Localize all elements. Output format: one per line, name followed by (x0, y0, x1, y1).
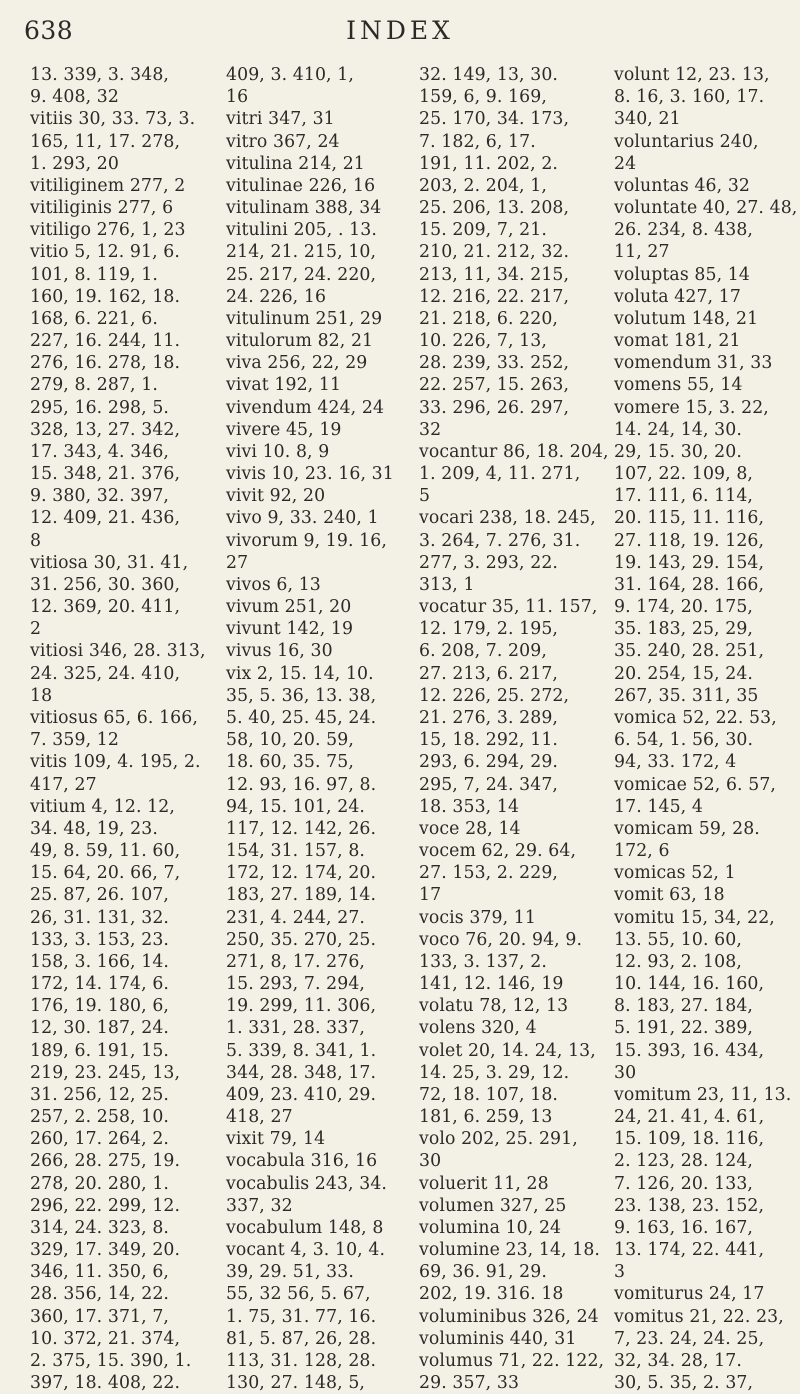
index-entry-line: vivere 45, 19 (226, 419, 342, 440)
index-entry-line: 1. 209, 4, 11. 271, (419, 464, 581, 485)
index-entry-line: 20. 254, 15, 24. (614, 663, 754, 684)
index-entry-line: 314, 24. 323, 8. (30, 1217, 170, 1238)
index-entry-line: 10. 226, 7, 13, (419, 331, 547, 352)
index-entry-line: 12. 369, 20. 411, (30, 597, 181, 618)
index-entry-line: 29, 15. 30, 20. (614, 441, 742, 462)
index-entry-line: voluta 427, 17 (614, 286, 741, 307)
index-entry-line: volatu 78, 12, 13 (419, 996, 569, 1017)
index-entry-line: 189, 6. 191, 15. (30, 1040, 170, 1061)
index-entry-line: 15. 293, 7. 294, (226, 974, 366, 995)
index-entry-line: volumen 327, 25 (419, 1195, 567, 1216)
index-entry-line: 12, 30. 187, 24. (30, 1018, 170, 1039)
index-entry-line: 21. 276, 3. 289, (419, 707, 559, 728)
index-entry-line: 9. 380, 32. 397, (30, 486, 170, 507)
index-entry-line: 17. 111, 6. 114, (614, 486, 754, 507)
index-entry-line: 397, 18. 408, 22. (30, 1373, 181, 1394)
index-entry-line: 260, 17. 264, 2. (30, 1129, 170, 1150)
index-entry-line: 24 (614, 153, 637, 174)
index-entry-line: vocabula 316, 16 (226, 1151, 378, 1172)
index-entry-line: voluminibus 326, 24 (419, 1306, 599, 1327)
index-entry-line: vocatur 35, 11. 157, (419, 597, 598, 618)
index-entry-line: 176, 19. 180, 6, (30, 996, 170, 1017)
index-entry-line: 18. 60, 35. 75, (226, 752, 354, 773)
index-entry-line: 191, 11. 202, 2. (419, 153, 559, 174)
index-entry-line: 28. 239, 33. 252, (419, 353, 570, 374)
index-entry-line: voluptas 85, 14 (614, 264, 750, 285)
index-entry-line: 328, 13, 27. 342, (30, 419, 181, 440)
index-entry-line: vitulinae 226, 16 (226, 175, 376, 196)
index-entry-line: 12. 179, 2. 195, (419, 619, 559, 640)
index-entry-line: voluntarius 240, (614, 131, 759, 152)
index-entry-line: vomicae 52, 6. 57, (614, 774, 777, 795)
index-entry-line: 21. 218, 6. 220, (419, 308, 559, 329)
index-entry-line: 27. 118, 19. 126, (614, 530, 765, 551)
index-entry-line: 72, 18. 107, 18. (419, 1084, 559, 1105)
index-entry-line: 20. 115, 11. 116, (614, 508, 765, 529)
index-entry-line: vivo 9, 33. 240, 1 (226, 508, 379, 529)
index-entry-line: 19. 299, 11. 306, (226, 996, 377, 1017)
index-entry-line: vomens 55, 14 (614, 375, 743, 396)
index-entry-line: vomiturus 24, 17 (614, 1284, 765, 1305)
index-entry-line: 27. 153, 2. 229, (419, 863, 559, 884)
index-entry-line: 29. 357, 33 (419, 1373, 520, 1394)
index-entry-line: 9. 163, 16. 167, (614, 1217, 754, 1238)
page-number: 638 (24, 16, 74, 45)
index-entry-line: vitulini 205, . 13. (226, 220, 377, 241)
index-entry-line: 30, 5. 35, 2. 37, (614, 1373, 754, 1394)
index-entry-line: 160, 19. 162, 18. (30, 286, 181, 307)
index-entry-line: 94, 33. 172, 4 (614, 752, 737, 773)
index-entry-line: 15. 348, 21. 376, (30, 464, 181, 485)
index-entry-line: vomendum 31, 33 (614, 353, 773, 374)
index-entry-line: 203, 2. 204, 1, (419, 175, 547, 196)
index-entry-line: volumus 71, 22. 122, (419, 1350, 605, 1371)
index-entry-line: 181, 6. 259, 13 (419, 1107, 553, 1128)
index-entry-line: 22. 257, 15. 263, (419, 375, 570, 396)
index-entry-line: 31. 256, 12, 25. (30, 1084, 170, 1105)
index-entry-line: vivos 6, 13 (226, 574, 321, 595)
index-column-4 (614, 64, 800, 1394)
index-entry-line: 15. 64, 20. 66, 7, (30, 863, 181, 884)
index-entry-line: volumina 10, 24 (419, 1217, 562, 1238)
index-entry-line: voluerit 11, 28 (419, 1173, 549, 1194)
index-entry-line: 69, 36. 91, 29. (419, 1262, 547, 1283)
index-entry-line: vomicam 59, 28. (614, 818, 760, 839)
index-column-1 (30, 64, 220, 1394)
index-entry-line: 2. 375, 15. 390, 1. (30, 1350, 192, 1371)
index-entry-line: vixit 79, 14 (226, 1129, 326, 1150)
index-entry-line: 13. 339, 3. 348, (30, 65, 170, 85)
index-entry-line: 313, 1 (419, 574, 475, 595)
index-entry-line: vocant 4, 3. 10, 4. (226, 1240, 386, 1261)
index-entry-line: 279, 8. 287, 1. (30, 375, 158, 396)
index-entry-line: 6. 208, 7. 209, (419, 641, 547, 662)
index-entry-line: vomitum 23, 11, 13. (614, 1084, 792, 1105)
index-entry-line: vocabulum 148, 8 (226, 1217, 384, 1238)
index-entry-line: 25. 206, 13. 208, (419, 198, 570, 219)
index-entry-line: volutum 148, 21 (614, 308, 759, 329)
index-entry-line: 25. 87, 26. 107, (30, 885, 170, 906)
index-entry-line: 213, 11, 34. 215, (419, 264, 570, 285)
index-entry-line: 409, 3. 410, 1, (226, 65, 354, 85)
index-entry-line: 15. 209, 7, 21. (419, 220, 547, 241)
index-entry-line: 94, 15. 101, 24. (226, 796, 366, 817)
index-entry-line: 1. 293, 20 (30, 153, 119, 174)
index-column-3 (419, 64, 609, 1394)
index-entry-line: 13. 174, 22. 441, (614, 1240, 765, 1261)
index-entry-line: vivorum 9, 19. 16, (226, 530, 387, 551)
index-entry-line: vitiosi 346, 28. 313, (30, 641, 206, 662)
index-entry-line: viva 256, 22, 29 (226, 353, 368, 374)
index-entry-line: vitiligo 276, 1, 23 (30, 220, 186, 241)
index-entry-line: vitio 5, 12. 91, 6. (30, 242, 180, 263)
index-entry-line: 257, 2. 258, 10. (30, 1107, 170, 1128)
index-entry-line: volumine 23, 14, 18. (419, 1240, 601, 1261)
index-entry-line: 12. 216, 22. 217, (419, 286, 570, 307)
index-entry-line: 133, 3. 153, 23. (30, 929, 170, 950)
index-entry-line: vomitus 21, 22. 23, (614, 1306, 784, 1327)
index-entry-line: vitulorum 82, 21 (226, 331, 374, 352)
index-entry-line: vomitu 15, 34, 22, (614, 907, 775, 928)
index-entry-line: voluminis 440, 31 (419, 1328, 577, 1349)
index-entry-line: vitis 109, 4. 195, 2. (30, 752, 201, 773)
index-entry-line: vivis 10, 23. 16, 31 (226, 464, 394, 485)
index-column-2 (226, 64, 416, 1394)
index-entry-line: vocabulis 243, 34. (226, 1173, 388, 1194)
index-entry-line: 141, 12. 146, 19 (419, 974, 564, 995)
index-entry-line: 267, 35. 311, 35 (614, 685, 759, 706)
index-entry-line: 9. 174, 20. 175, (614, 597, 754, 618)
index-entry-line: vivendum 424, 24 (226, 397, 385, 418)
index-entry-line: 165, 11, 17. 278, (30, 131, 181, 152)
index-entry-line: 31. 256, 30. 360, (30, 574, 181, 595)
index-entry-line: 12. 409, 21. 436, (30, 508, 181, 529)
index-entry-line: 8. 16, 3. 160, 17. (614, 87, 765, 108)
index-entry-line: 26, 31. 131, 32. (30, 907, 170, 928)
index-entry-line: 58, 10, 20. 59, (226, 730, 354, 751)
index-entry-line: vitiis 30, 33. 73, 3. (30, 109, 196, 130)
index-entry-line: 17. 145, 4 (614, 796, 703, 817)
index-entry-line: 101, 8. 119, 1. (30, 264, 158, 285)
index-entry-line: voluntas 46, 32 (614, 175, 751, 196)
index-entry-line: 1. 331, 28. 337, (226, 1018, 366, 1039)
index-entry-line: vitro 367, 24 (226, 131, 340, 152)
index-entry-line: 296, 22. 299, 12. (30, 1195, 181, 1216)
index-entry-line: 39, 29. 51, 33. (226, 1262, 354, 1283)
index-entry-line: 295, 16. 298, 5. (30, 397, 170, 418)
index-entry-line: 172, 14. 174, 6. (30, 974, 170, 995)
index-entry-line: 24, 21. 41, 4. 61, (614, 1107, 765, 1128)
index-entry-line: vitri 347, 31 (226, 109, 335, 130)
index-entry-line: 340, 21 (614, 109, 681, 130)
index-entry-line: 337, 32 (226, 1195, 293, 1216)
index-entry-line: 14. 25, 3. 29, 12. (419, 1062, 570, 1083)
index-entry-line: 10. 144, 16. 160, (614, 974, 765, 995)
index-entry-line: vivit 92, 20 (226, 486, 326, 507)
index-entry-line: 13. 55, 10. 60, (614, 929, 742, 950)
index-entry-line: 295, 7, 24. 347, (419, 774, 559, 795)
index-entry-line: 250, 35. 270, 25. (226, 929, 377, 950)
index-entry-line: vitiosus 65, 6. 166, (30, 707, 198, 728)
index-entry-line: vomat 181, 21 (614, 331, 741, 352)
index-entry-line: 8 (30, 530, 42, 551)
index-entry-line: volet 20, 14. 24, 13, (419, 1040, 596, 1061)
index-entry-line: 231, 4. 244, 27. (226, 907, 366, 928)
index-entry-line: 15. 393, 16. 434, (614, 1040, 765, 1061)
index-entry-line: vitulina 214, 21 (226, 153, 365, 174)
index-entry-line: vitiliginis 277, 6 (30, 198, 174, 219)
index-entry-line: 81, 5. 87, 26, 28. (226, 1328, 377, 1349)
index-entry-line: 7. 126, 20. 133, (614, 1173, 754, 1194)
index-entry-line: 30 (419, 1151, 442, 1172)
index-entry-line: 32, 34. 28, 17. (614, 1350, 742, 1371)
index-entry-line: 17 (419, 885, 442, 906)
index-entry-line: 133, 3. 137, 2. (419, 951, 547, 972)
index-entry-line: 49, 8. 59, 11. 60, (30, 841, 181, 862)
index-entry-line: 28. 356, 14, 22. (30, 1284, 170, 1305)
index-entry-line: 12. 93, 16. 97, 8. (226, 774, 377, 795)
index-columns (30, 64, 798, 1394)
index-entry-line: 24. 226, 16 (226, 286, 327, 307)
index-entry-line: 2. 123, 28. 124, (614, 1151, 754, 1172)
index-entry-line: 15, 18. 292, 11. (419, 730, 559, 751)
index-entry-line: 25. 217, 24. 220, (226, 264, 377, 285)
index-entry-line: 27 (226, 552, 249, 573)
index-entry-line: 27. 213, 6. 217, (419, 663, 559, 684)
index-entry-line: 293, 6. 294, 29. (419, 752, 559, 773)
index-entry-line: 25. 170, 34. 173, (419, 109, 570, 130)
index-entry-line: 30 (614, 1062, 637, 1083)
index-entry-line: 227, 16. 244, 11. (30, 331, 181, 352)
index-entry-line: 278, 20. 280, 1. (30, 1173, 170, 1194)
index-entry-line: voce 28, 14 (419, 818, 521, 839)
index-entry-line: vivus 16, 30 (226, 641, 333, 662)
index-entry-line: vitulinam 388, 34 (226, 198, 382, 219)
index-entry-line: vocantur 86, 18. 204, (419, 441, 609, 462)
index-entry-line: 344, 28. 348, 17. (226, 1062, 377, 1083)
index-entry-line: 1. 75, 31. 77, 16. (226, 1306, 377, 1327)
index-entry-line: 271, 8, 17. 276, (226, 951, 366, 972)
index-entry-line: 35. 183, 25, 29, (614, 619, 754, 640)
index-entry-line: 2 (30, 619, 42, 640)
index-entry-line: 32. 149, 13, 30. (419, 65, 559, 85)
index-entry-line: 158, 3. 166, 14. (30, 951, 170, 972)
index-entry-line: vivunt 142, 19 (226, 619, 354, 640)
index-entry-line: 219, 23. 245, 13, (30, 1062, 181, 1083)
index-entry-line: 154, 31. 157, 8. (226, 841, 366, 862)
index-entry-line: volens 320, 4 (419, 1018, 537, 1039)
index-entry-line: vomit 63, 18 (614, 885, 725, 906)
index-entry-line: 210, 21. 212, 32. (419, 242, 570, 263)
index-entry-line: 14. 24, 14, 30. (614, 419, 742, 440)
index-entry-line: vocis 379, 11 (419, 907, 536, 928)
index-entry-line: 3 (614, 1262, 626, 1283)
index-entry-line: vocem 62, 29. 64, (419, 841, 577, 862)
index-entry-line: vocari 238, 18. 245, (419, 508, 596, 529)
index-entry-line: 9. 408, 32 (30, 87, 119, 108)
index-entry-line: volo 202, 25. 291, (419, 1129, 578, 1150)
index-entry-line: 5 (419, 486, 431, 507)
index-entry-line: 6. 54, 1. 56, 30. (614, 730, 754, 751)
index-entry-line: 172, 6 (614, 841, 670, 862)
index-entry-line: 3. 264, 7. 276, 31. (419, 530, 581, 551)
index-entry-line: vitulinum 251, 29 (226, 308, 383, 329)
index-entry-line: 10. 372, 21. 374, (30, 1328, 181, 1349)
index-entry-line: 168, 6. 221, 6. (30, 308, 158, 329)
index-entry-line: 277, 3. 293, 22. (419, 552, 559, 573)
index-entry-line: 12. 93, 2. 108, (614, 951, 742, 972)
index-entry-line: vivat 192, 11 (226, 375, 342, 396)
index-entry-line: 11, 27 (614, 242, 670, 263)
index-entry-line: 172, 12. 174, 20. (226, 863, 377, 884)
index-entry-line: 159, 6, 9. 169, (419, 87, 547, 108)
index-entry-line: voluntate 40, 27. 48, (614, 198, 798, 219)
index-entry-line: 55, 32 56, 5. 67, (226, 1284, 371, 1305)
index-entry-line: vitiosa 30, 31. 41, (30, 552, 189, 573)
index-entry-line: 7. 359, 12 (30, 730, 119, 751)
index-entry-line: 33. 296, 26. 297, (419, 397, 570, 418)
index-entry-line: vomica 52, 22. 53, (614, 707, 777, 728)
index-entry-line: 418, 27 (226, 1107, 293, 1128)
index-entry-line: 329, 17. 349, 20. (30, 1240, 181, 1261)
index-entry-line: 346, 11. 350, 6, (30, 1262, 170, 1283)
index-entry-line: 360, 17. 371, 7, (30, 1306, 170, 1327)
index-entry-line: 7, 23. 24, 24. 25, (614, 1328, 765, 1349)
index-entry-line: vitium 4, 12. 12, (30, 796, 175, 817)
index-entry-line: 26. 234, 8. 438, (614, 220, 754, 241)
index-entry-line: 5. 339, 8. 341, 1. (226, 1040, 377, 1061)
index-entry-line: vivi 10. 8, 9 (226, 441, 330, 462)
index-entry-line: 12. 226, 25. 272, (419, 685, 570, 706)
index-entry-line: 107, 22. 109, 8, (614, 464, 754, 485)
index-entry-line: 31. 164, 28. 166, (614, 574, 765, 595)
index-entry-line: volunt 12, 23. 13, (614, 65, 770, 85)
index-entry-line: 183, 27. 189, 14. (226, 885, 377, 906)
index-entry-line: voco 76, 20. 94, 9. (419, 929, 583, 950)
index-entry-line: 35, 5. 36, 13. 38, (226, 685, 377, 706)
index-entry-line: 5. 40, 25. 45, 24. (226, 707, 377, 728)
index-entry-line: 113, 31. 128, 28. (226, 1350, 377, 1371)
index-entry-line: 202, 19. 316. 18 (419, 1284, 564, 1305)
running-head: INDEX (346, 16, 454, 45)
index-entry-line: 417, 27 (30, 774, 97, 795)
index-entry-line: 24. 325, 24. 410, (30, 663, 181, 684)
index-entry-line: vix 2, 15. 14, 10. (226, 663, 374, 684)
index-entry-line: 276, 16. 278, 18. (30, 353, 181, 374)
index-entry-line: 17. 343, 4. 346, (30, 441, 170, 462)
index-entry-line: 214, 21. 215, 10, (226, 242, 377, 263)
index-entry-line: 16 (226, 87, 249, 108)
index-entry-line: 5. 191, 22. 389, (614, 1018, 754, 1039)
index-entry-line: 18. 353, 14 (419, 796, 520, 817)
index-entry-line: 18 (30, 685, 53, 706)
index-entry-line: 34. 48, 19, 23. (30, 818, 158, 839)
index-entry-line: vivum 251, 20 (226, 597, 352, 618)
index-entry-line: 15. 109, 18. 116, (614, 1129, 765, 1150)
index-entry-line: vomere 15, 3. 22, (614, 397, 769, 418)
index-entry-line: 8. 183, 27. 184, (614, 996, 754, 1017)
index-entry-line: 35. 240, 28. 251, (614, 641, 765, 662)
index-entry-line: 117, 12. 142, 26. (226, 818, 377, 839)
index-entry-line: 19. 143, 29. 154, (614, 552, 765, 573)
index-entry-line: 130, 27. 148, 5, (226, 1373, 366, 1394)
index-entry-line: 32 (419, 419, 442, 440)
index-entry-line: 409, 23. 410, 29. (226, 1084, 377, 1105)
index-entry-line: vitiliginem 277, 2 (30, 175, 186, 196)
index-entry-line: 7. 182, 6, 17. (419, 131, 536, 152)
index-entry-line: vomicas 52, 1 (614, 863, 736, 884)
index-entry-line: 23. 138, 23. 152, (614, 1195, 765, 1216)
index-entry-line: 266, 28. 275, 19. (30, 1151, 181, 1172)
